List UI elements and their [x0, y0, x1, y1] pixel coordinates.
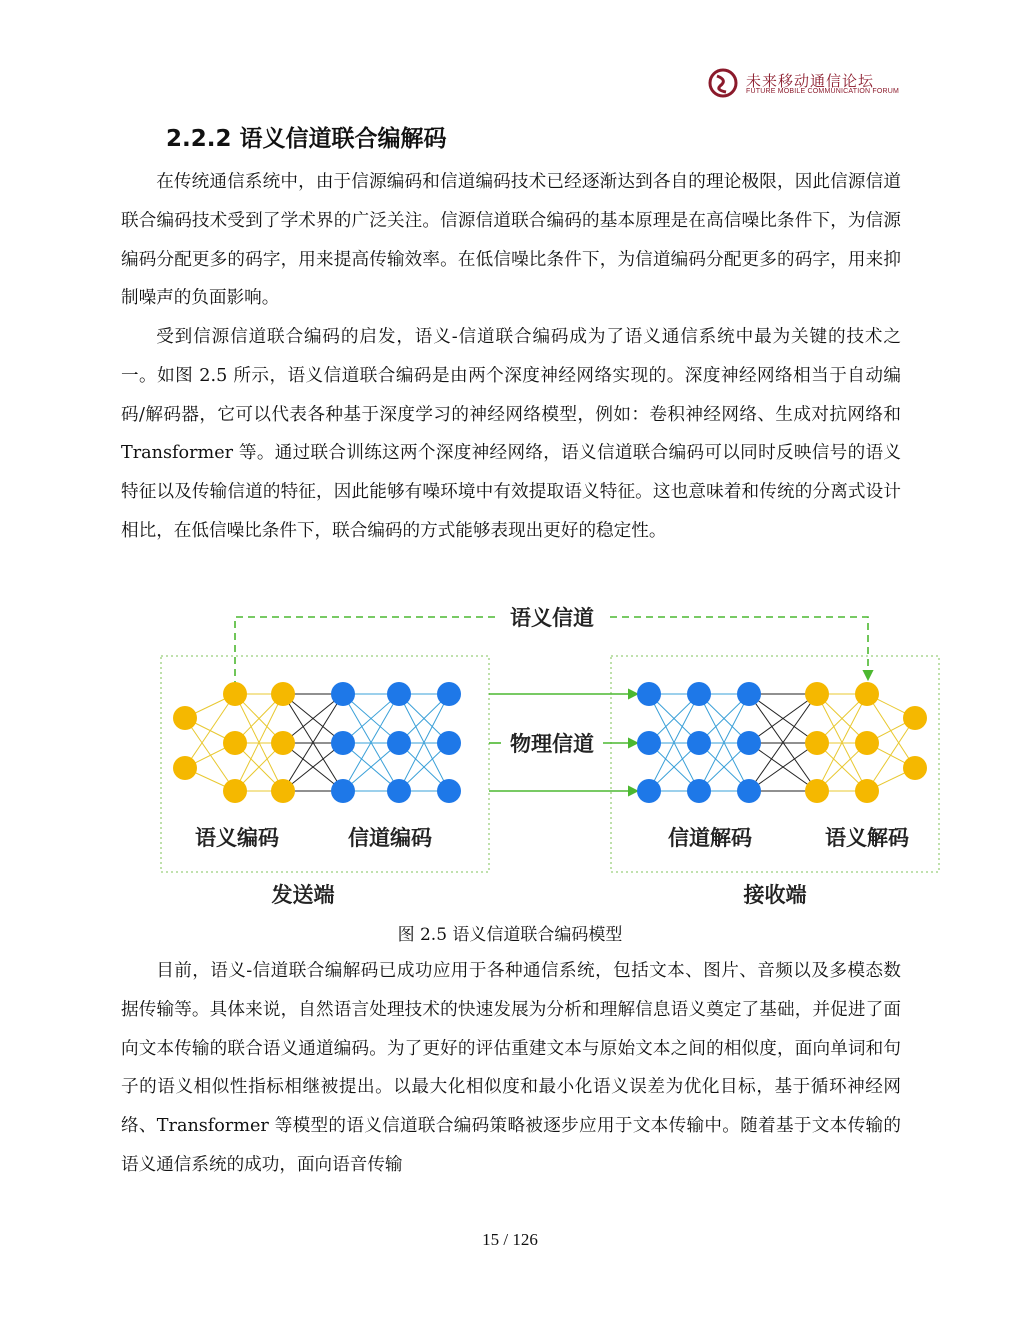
semantic-node [173, 706, 197, 730]
channel-node [737, 779, 761, 803]
receiver-label: 接收端 [743, 883, 807, 907]
channel-node [737, 731, 761, 755]
semantic-node [271, 682, 295, 706]
semantic-channel-label: 语义信道 [510, 606, 594, 630]
semantic-node [223, 779, 247, 803]
channel-node [737, 682, 761, 706]
semantic-node [271, 779, 295, 803]
network-edge [185, 694, 235, 768]
page-number: 15 / 126 [482, 1230, 538, 1249]
semantic-node [805, 779, 829, 803]
semantic-node [903, 756, 927, 780]
channel-node [687, 779, 711, 803]
section-title: 2.2.2 语义信道联合编解码 [166, 126, 447, 152]
semantic-node [223, 682, 247, 706]
channel-encoding-label: 信道编码 [348, 826, 432, 850]
paragraph-2: 受到信源信道联合编码的启发，语义-信道联合编码成为了语义通信系统中最为关键的技术之一。如图 2.5 所示，语义信道联合编码是由两个深度神经网络实现的。深度神经网络相当于自动编码/解码器，它可以代表各种基于深度学习的神经网络模型，例如：卷积神经网络、生成对抗网络和 Transformer 等。通过联合训练这两个深度神经网络，语义信道联合编码可以同时反映信号的语义特征以及传输信道的特征，因此能够有噪环境中有效提取语义特征。这也意味着和传统的分离式设计相比，在低信噪比条件下，联合编码的方式能够表现出更好的稳定性。 [121, 327, 901, 541]
semantic-node [855, 731, 879, 755]
semantic-node [805, 731, 829, 755]
forum-logo-icon [708, 68, 738, 98]
channel-node [331, 779, 355, 803]
semantic-node [855, 682, 879, 706]
semantic-node [805, 682, 829, 706]
paragraph-3: 目前，语义-信道联合编解码已成功应用于各种通信系统，包括文本、图片、音频以及多模态数据传输等。具体来说，自然语言处理技术的快速发展为分析和理解信息语义奠定了基础，并促进了面向文本传输的联合语义通道编码。为了更好的评估重建文本与原始文本之间的相似度，面向单词和句子的语义相似性指标相继被提出。以最大化相似度和最小化语义误差为优化目标，基于循环神经网络、Transformer 等模型的语义信道联合编码策略被逐步应用于文本传输中。随着基于文本传输的语义通信系统的成功，面向语音传输 [121, 961, 901, 1175]
channel-node [637, 779, 661, 803]
sender-label: 发送端 [271, 883, 335, 907]
forum-logo [708, 66, 908, 102]
logo-english-text: FUTURE MOBILE COMMUNICATION FORUM [746, 88, 900, 95]
semantic-node [903, 706, 927, 730]
logo-chinese-text: 未来移动通信论坛 [746, 72, 875, 90]
channel-node [387, 779, 411, 803]
joint-coding-figure [155, 598, 945, 918]
semantic-encoding-label: 语义编码 [195, 826, 279, 850]
figure-caption: 图 2.5 语义信道联合编码模型 [397, 925, 623, 945]
channel-node [687, 682, 711, 706]
channel-node [387, 682, 411, 706]
semantic-node [271, 731, 295, 755]
channel-node [437, 779, 461, 803]
semantic-node [855, 779, 879, 803]
semantic-decoding-label: 语义解码 [825, 826, 909, 850]
semantic-node [223, 731, 247, 755]
channel-node [687, 731, 711, 755]
channel-node [387, 731, 411, 755]
paragraph-1: 在传统通信系统中，由于信源编码和信道编码技术已经逐渐达到各自的理论极限，因此信源信道联合编码技术受到了学术界的广泛关注。信源信道联合编码的基本原理是在高信噪比条件下，为信源编码分配更多的码字，用来提高传输效率。在低信噪比条件下，为信道编码分配更多的码字，用来抑制噪声的负面影响。 [121, 172, 901, 309]
channel-node [637, 682, 661, 706]
channel-node [437, 682, 461, 706]
channel-node [331, 682, 355, 706]
channel-node [331, 731, 355, 755]
channel-node [437, 731, 461, 755]
channel-node [637, 731, 661, 755]
semantic-node [173, 756, 197, 780]
channel-decoding-label: 信道解码 [668, 826, 752, 850]
physical-channel-label: 物理信道 [510, 732, 594, 756]
